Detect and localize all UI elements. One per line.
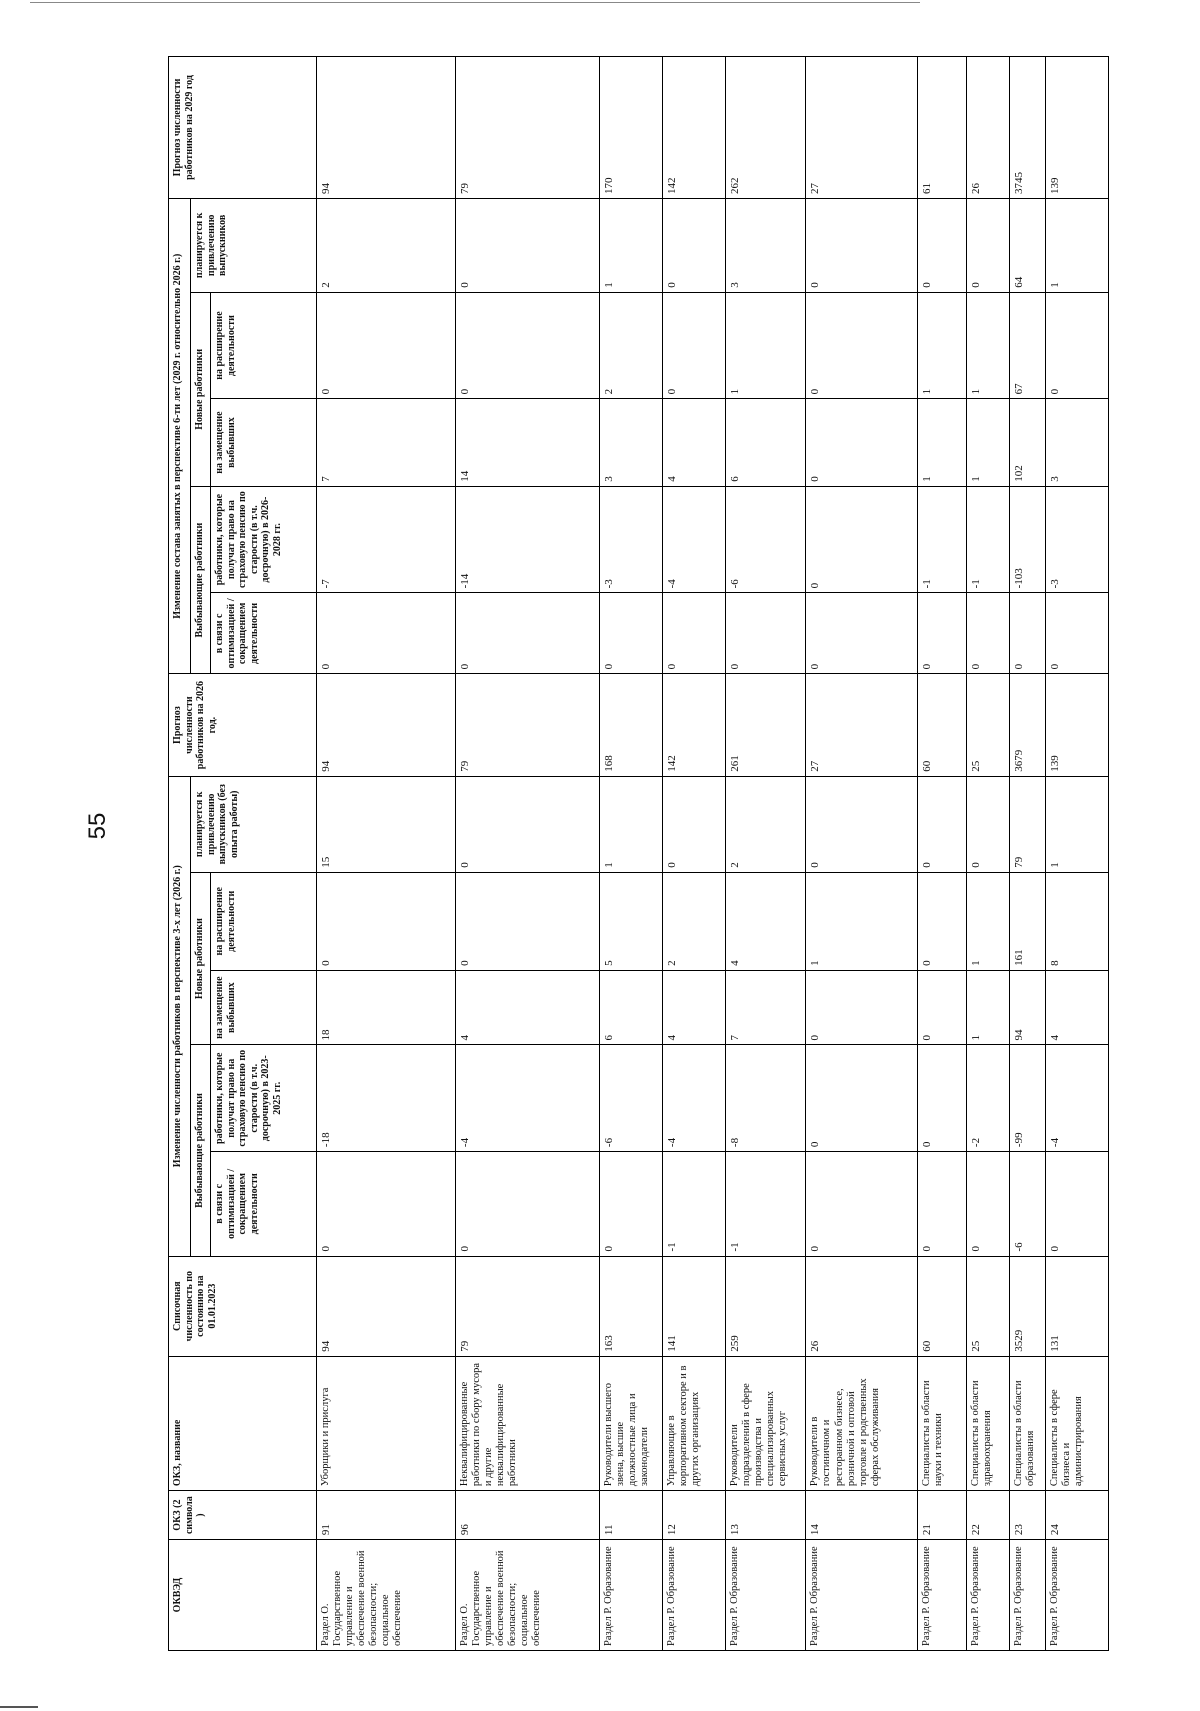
cell-okved: Раздел Р. Образование: [1010, 1540, 1046, 1651]
cell-3y-leaving-pension: -8: [726, 1045, 806, 1152]
cell-okz: 22: [966, 1491, 1010, 1540]
cell-3y-new-replace: 1: [966, 970, 1010, 1045]
table-row: [599, 57, 662, 1651]
cell-6y-grads: 1: [599, 198, 662, 292]
cell-3y-leaving-opt: 0: [317, 1152, 456, 1256]
cell-okz: 14: [806, 1491, 917, 1540]
header-forecast-2026: Прогноз численности работников на 2026 год.: [169, 674, 317, 776]
cell-3y-new-replace: 4: [1045, 970, 1108, 1045]
cell-3y-grads: 0: [663, 776, 726, 872]
cell-forecast-2026: 94: [317, 674, 456, 776]
cell-6y-new-expand: 0: [806, 292, 917, 399]
cell-6y-new-expand: 1: [917, 292, 966, 399]
cell-6y-leaving-opt: 0: [663, 593, 726, 674]
cell-forecast-2026: 60: [917, 674, 966, 776]
table-row: [663, 57, 726, 1651]
table-row: [455, 57, 599, 1651]
cell-3y-new-expand: 0: [317, 872, 456, 970]
cell-6y-leaving-pension: -3: [1045, 486, 1108, 593]
cell-okz: 13: [726, 1491, 806, 1540]
cell-headcount-2023: 26: [806, 1256, 917, 1356]
cell-okved: Раздел Р. Образование: [806, 1540, 917, 1651]
header-forecast-2029: Прогноз численности работников на 2029 год: [169, 57, 317, 199]
cell-forecast-2029: 170: [599, 57, 662, 199]
cell-6y-leaving-pension: -7: [317, 486, 456, 593]
cell-6y-new-expand: 0: [1045, 292, 1108, 399]
cell-6y-new-replace: 3: [599, 399, 662, 486]
cell-forecast-2029: 27: [806, 57, 917, 199]
cell-3y-grads: 0: [455, 776, 599, 872]
header-6y-leaving-opt: в связи с оптимизацией / сокращением деятельности: [211, 593, 317, 674]
cell-3y-grads: 0: [917, 776, 966, 872]
cell-3y-new-replace: 0: [806, 970, 917, 1045]
cell-3y-new-expand: 8: [1045, 872, 1108, 970]
cell-6y-leaving-opt: 0: [455, 593, 599, 674]
cell-forecast-2026: 168: [599, 674, 662, 776]
cell-6y-new-replace: 4: [663, 399, 726, 486]
cell-3y-leaving-opt: -6: [1010, 1152, 1046, 1256]
header-change-3y: Изменение численности работников в перспективе 3-х лет (2026 г.): [169, 776, 191, 1256]
cell-forecast-2026: 139: [1045, 674, 1108, 776]
cell-headcount-2023: 94: [317, 1256, 456, 1356]
cell-3y-grads: 1: [599, 776, 662, 872]
cell-forecast-2029: 61: [917, 57, 966, 199]
cell-3y-grads: 2: [726, 776, 806, 872]
cell-6y-leaving-opt: 0: [599, 593, 662, 674]
cell-6y-grads: 0: [806, 198, 917, 292]
cell-okz: 96: [455, 1491, 599, 1540]
header-okz-name: ОКЗ, название: [169, 1356, 317, 1490]
cell-headcount-2023: 141: [663, 1256, 726, 1356]
cell-okz-name: Специалисты в области образования: [1010, 1356, 1046, 1490]
cell-6y-leaving-opt: 0: [806, 593, 917, 674]
cell-okved: Раздел Р. Образование: [599, 1540, 662, 1651]
table-row: [917, 57, 966, 1651]
cell-forecast-2029: 94: [317, 57, 456, 199]
header-headcount-2023: Списочная численность по состоянию на 01.01.2023: [169, 1256, 317, 1356]
cell-3y-new-replace: 18: [317, 970, 456, 1045]
workforce-table: [168, 56, 1109, 1651]
cell-3y-new-expand: 161: [1010, 872, 1046, 970]
cell-6y-leaving-opt: 0: [726, 593, 806, 674]
cell-6y-new-replace: 7: [317, 399, 456, 486]
cell-3y-grads: 0: [806, 776, 917, 872]
header-6y-new: Новые работники: [191, 292, 211, 486]
cell-headcount-2023: 79: [455, 1256, 599, 1356]
cell-3y-leaving-opt: -1: [726, 1152, 806, 1256]
cell-6y-leaving-pension: -103: [1010, 486, 1046, 593]
cell-3y-grads: 79: [1010, 776, 1046, 872]
cell-3y-new-expand: 0: [917, 872, 966, 970]
cell-6y-new-expand: 1: [966, 292, 1010, 399]
cell-3y-leaving-pension: -2: [966, 1045, 1010, 1152]
cell-6y-new-replace: 6: [726, 399, 806, 486]
header-6y-new-replace: на замещение выбывших: [211, 399, 317, 486]
cell-6y-leaving-pension: 0: [806, 486, 917, 593]
cell-okz: 21: [917, 1491, 966, 1540]
table-row: [806, 57, 917, 1651]
cell-3y-leaving-pension: -99: [1010, 1045, 1046, 1152]
cell-okved: Раздел О. Государственное управление и обеспечение военной безопасности; социальное обеспечение: [317, 1540, 456, 1651]
header-3y-leaving-opt: в связи с оптимизацией / сокращением деятельности: [211, 1152, 317, 1256]
cell-3y-leaving-opt: -1: [663, 1152, 726, 1256]
cell-6y-leaving-opt: 0: [966, 593, 1010, 674]
table-row: [726, 57, 806, 1651]
cell-3y-new-replace: 94: [1010, 970, 1046, 1045]
cell-okz-name: Уборщики и прислуга: [317, 1356, 456, 1490]
cell-3y-new-expand: 4: [726, 872, 806, 970]
cell-6y-leaving-pension: -6: [726, 486, 806, 593]
cell-6y-new-expand: 2: [599, 292, 662, 399]
cell-6y-new-replace: 14: [455, 399, 599, 486]
top-border-line: [30, 2, 920, 3]
cell-6y-new-expand: 67: [1010, 292, 1046, 399]
table-row: [317, 57, 456, 1651]
cell-forecast-2026: 79: [455, 674, 599, 776]
cell-6y-new-replace: 1: [966, 399, 1010, 486]
cell-3y-grads: 0: [966, 776, 1010, 872]
cell-3y-leaving-opt: 0: [599, 1152, 662, 1256]
cell-6y-leaving-pension: -1: [917, 486, 966, 593]
cell-3y-leaving-pension: -6: [599, 1045, 662, 1152]
cell-6y-leaving-pension: -4: [663, 486, 726, 593]
table-row: [1010, 57, 1046, 1651]
cell-headcount-2023: 60: [917, 1256, 966, 1356]
header-6y-leaving-pension: работники, которые получат право на страховую пенсию по старости (в т.ч. досрочную) в 2026-2028 гг.: [211, 486, 317, 593]
cell-6y-leaving-pension: -3: [599, 486, 662, 593]
cell-6y-new-replace: 3: [1045, 399, 1108, 486]
table-row: [1045, 57, 1108, 1651]
cell-okz: 23: [1010, 1491, 1046, 1540]
cell-okz: 91: [317, 1491, 456, 1540]
cell-6y-grads: 1: [1045, 198, 1108, 292]
cell-3y-new-expand: 5: [599, 872, 662, 970]
cell-6y-grads: 64: [1010, 198, 1046, 292]
cell-okved: Раздел Р. Образование: [663, 1540, 726, 1651]
bottom-edge-mark: [0, 1706, 38, 1708]
cell-3y-leaving-pension: -18: [317, 1045, 456, 1152]
cell-3y-new-expand: 2: [663, 872, 726, 970]
cell-okz-name: Неквалифицированные работники по сбору мусора и другие неквалифицированные работники: [455, 1356, 599, 1490]
header-okz2: ОКЗ (2 символа): [169, 1491, 317, 1540]
cell-3y-new-expand: 0: [455, 872, 599, 970]
cell-okved: Раздел О. Государственное управление и обеспечение военной безопасности; социальное обеспечение: [455, 1540, 599, 1651]
cell-6y-new-expand: 1: [726, 292, 806, 399]
cell-3y-leaving-pension: -4: [1045, 1045, 1108, 1152]
cell-3y-grads: 1: [1045, 776, 1108, 872]
header-3y-new-expand: на расширение деятельности: [211, 872, 317, 970]
cell-3y-new-replace: 4: [455, 970, 599, 1045]
cell-6y-leaving-pension: -14: [455, 486, 599, 593]
cell-okved: Раздел Р. Образование: [966, 1540, 1010, 1651]
cell-okz-name: Руководители в гостиничном и ресторанном бизнесе, розничной и оптовой торговле и родственных сферах обслуживания: [806, 1356, 917, 1490]
cell-6y-new-expand: 0: [317, 292, 456, 399]
cell-okved: Раздел Р. Образование: [726, 1540, 806, 1651]
cell-6y-grads: 0: [455, 198, 599, 292]
cell-headcount-2023: 163: [599, 1256, 662, 1356]
cell-okz-name: Специалисты в области науки и техники: [917, 1356, 966, 1490]
cell-forecast-2029: 142: [663, 57, 726, 199]
cell-3y-new-expand: 1: [806, 872, 917, 970]
cell-okved: Раздел Р. Образование: [1045, 1540, 1108, 1651]
table-body: [317, 57, 1109, 1651]
header-3y-leaving-pension: работники, которые получат право на страховую пенсию по старости (в т.ч. досрочную) в 2023-2025 гг.: [211, 1045, 317, 1152]
header-3y-grads: планируется к привлечению выпускников (без опыта работы): [191, 776, 317, 872]
cell-okz-name: Руководители подразделений в сфере производства и специализированных сервисных услуг: [726, 1356, 806, 1490]
cell-6y-grads: 3: [726, 198, 806, 292]
cell-okved: Раздел Р. Образование: [917, 1540, 966, 1651]
cell-3y-new-replace: 7: [726, 970, 806, 1045]
cell-okz: 24: [1045, 1491, 1108, 1540]
cell-forecast-2029: 26: [966, 57, 1010, 199]
cell-okz: 12: [663, 1491, 726, 1540]
header-6y-leaving: Выбывающие работники: [191, 486, 211, 674]
cell-6y-new-expand: 0: [455, 292, 599, 399]
page-number: 55: [84, 812, 111, 840]
cell-6y-grads: 0: [663, 198, 726, 292]
cell-6y-leaving-pension: -1: [966, 486, 1010, 593]
cell-forecast-2029: 79: [455, 57, 599, 199]
cell-6y-grads: 0: [966, 198, 1010, 292]
cell-3y-leaving-opt: 0: [966, 1152, 1010, 1256]
header-6y-grads: планируется к привлечению выпускников: [191, 198, 317, 292]
cell-3y-new-expand: 1: [966, 872, 1010, 970]
cell-headcount-2023: 3529: [1010, 1256, 1046, 1356]
cell-3y-new-replace: 0: [917, 970, 966, 1045]
cell-okz-name: Руководители высшего звена, высшие должностные лица и законодатели: [599, 1356, 662, 1490]
cell-okz-name: Управляющие в корпоративном секторе и в других организациях: [663, 1356, 726, 1490]
cell-headcount-2023: 131: [1045, 1256, 1108, 1356]
cell-6y-new-replace: 1: [917, 399, 966, 486]
cell-3y-leaving-opt: 0: [455, 1152, 599, 1256]
cell-forecast-2026: 142: [663, 674, 726, 776]
header-6y-new-expand: на расширение деятельности: [211, 292, 317, 399]
cell-3y-leaving-opt: 0: [806, 1152, 917, 1256]
cell-6y-leaving-opt: 0: [1010, 593, 1046, 674]
cell-forecast-2026: 261: [726, 674, 806, 776]
header-3y-leaving: Выбывающие работники: [191, 1045, 211, 1256]
cell-3y-leaving-pension: 0: [917, 1045, 966, 1152]
cell-3y-leaving-pension: -4: [455, 1045, 599, 1152]
cell-headcount-2023: 259: [726, 1256, 806, 1356]
cell-forecast-2026: 3679: [1010, 674, 1046, 776]
cell-forecast-2026: 25: [966, 674, 1010, 776]
cell-3y-leaving-pension: -4: [663, 1045, 726, 1152]
cell-forecast-2029: 3745: [1010, 57, 1046, 199]
cell-3y-leaving-opt: 0: [917, 1152, 966, 1256]
cell-3y-new-replace: 6: [599, 970, 662, 1045]
cell-okz-name: Специалисты в сфере бизнеса и администрирования: [1045, 1356, 1108, 1490]
table-row: [966, 57, 1010, 1651]
cell-3y-leaving-pension: 0: [806, 1045, 917, 1152]
cell-3y-new-replace: 4: [663, 970, 726, 1045]
cell-forecast-2026: 27: [806, 674, 917, 776]
cell-6y-leaving-opt: 0: [1045, 593, 1108, 674]
header-3y-new: Новые работники: [191, 872, 211, 1045]
cell-6y-new-replace: 0: [806, 399, 917, 486]
cell-6y-grads: 0: [917, 198, 966, 292]
cell-6y-leaving-opt: 0: [917, 593, 966, 674]
cell-6y-new-expand: 0: [663, 292, 726, 399]
header-okved: ОКВЭД: [169, 1540, 317, 1651]
cell-6y-new-replace: 102: [1010, 399, 1046, 486]
cell-6y-leaving-opt: 0: [317, 593, 456, 674]
cell-okz: 11: [599, 1491, 662, 1540]
header-3y-new-replace: на замещение выбывших: [211, 970, 317, 1045]
cell-3y-grads: 15: [317, 776, 456, 872]
cell-forecast-2029: 262: [726, 57, 806, 199]
header-change-6y: Изменение состава занятых в перспективе 6-ти лет (2029 г. относительно 2026 г.): [169, 198, 191, 673]
cell-forecast-2029: 139: [1045, 57, 1108, 199]
cell-headcount-2023: 25: [966, 1256, 1010, 1356]
cell-6y-grads: 2: [317, 198, 456, 292]
rotated-table-container: [168, 56, 1109, 1651]
cell-3y-leaving-opt: 0: [1045, 1152, 1108, 1256]
cell-okz-name: Специалисты в области здравоохранения: [966, 1356, 1010, 1490]
